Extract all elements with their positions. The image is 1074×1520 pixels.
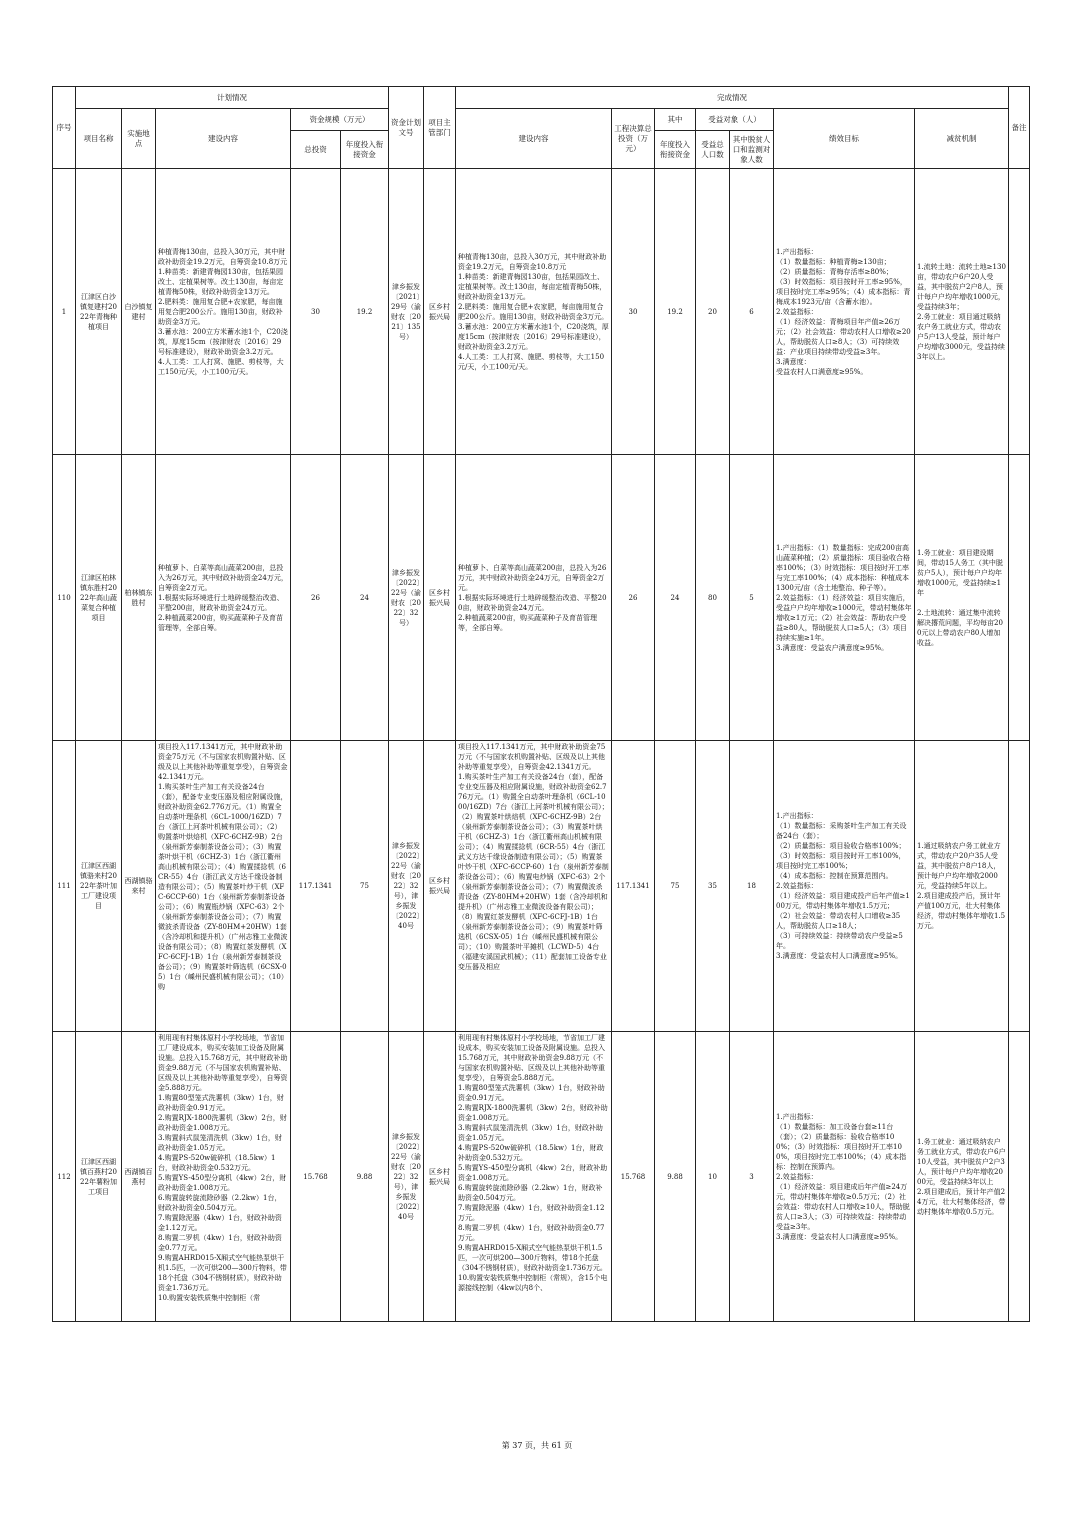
cell-text: 20 [708,307,717,316]
cell-dept [424,1032,456,1322]
cell-text: 项目投入117.1341万元，其中财政补助资金75万元（不与国家农机购置补贴、区级及以上其他补助等重复享受），自筹资金42.1341万元。 1.购买茶叶生产加工有关设备24台（套），配备专业变压器及相应附属设施，财政补助资金62.776万元。（1）购置全自动茶叶理条机（6CL-1000/16ZD）7台（浙江上河茶叶机械有限公司）；（2）购置茶叶烘焙机（XFC-6CHZ-9B）2台（泉州新芳泰制茶设备公司）；（3）购置茶叶烘干机（6CHZ-3）1台（浙江衢州高山机械有限公司）；（4）购置揉捻机（6CR-55）4台（浙江武义方达千缘设备制造有限公司）；（5）购置茶叶炒干机（XFC-6CCP-60）1台（泉州新芳泰制茶设备公司）；（6）购置瓶炒锅（XFC-63）2个（泉州新芳泰制茶设备公司）；（7）购置微波杀青设备（ZY-80HM+20HW）1套（含冷却机和提升机）（广州志雅工业微波设备有限公司）；（8）购置红茶发酵机（XFC-6CFJ-1B）1台（泉州新芳泰制茶设备公司）；（9）购置茶叶筛选机（6CSX-05）1台（嵊州民盛机械有限公司）；（10）购 [158,743,288,991]
cell-text: 117.1341 [298,882,333,890]
cell-done-content [456,455,612,741]
cell-plan-doc [389,169,424,455]
cell-seq [53,169,76,455]
cell-text: 80 [708,593,717,602]
cell-project-name [76,169,122,455]
cell-mechanism [915,1032,1009,1322]
cell-text: 1 [61,307,67,316]
table-row [53,169,1030,455]
cell-text: 江津区柏林镇东胜村2022年高山蔬菜复合种植项目 [80,573,117,622]
cell-done-content [456,741,612,1032]
cell-text: 津乡振发〔2022〕22号（渝财农〔2022〕32号），津乡振发〔2022〕40号 [391,1132,421,1221]
page-number: 第 37 页，共 61 页 [501,1441,573,1450]
cell-text: 1.务工就业：项目建设期间，带动15人务工（其中脱贫户5人），预计每户户均年增收1000元，受益持续≥1年 2.土地流转：通过集中流转解决撂荒问题，平均每亩200元以上带动农户80人增加收益。 [917,548,1003,647]
header-final-investment: 工程决算总投资（万元） [612,109,655,169]
header-done-annual-fund: 年度投入衔接资金 [655,131,696,169]
cell-ben-total [696,455,730,741]
cell-dept [424,169,456,455]
cell-text: 江津区西湖镇骆来村2022年茶叶加工厂建设项目 [80,862,117,910]
header-completion-group: 完成情况 [456,87,1009,109]
header-of-which: 其中 [655,109,696,131]
cell-text: 24 [670,593,680,602]
cell-text: 1.产出指标： （1）数量指标：种植青梅≥130亩； （2）质量指标：青梅存活率≥80%； （3）时效指标：项目按时开工率≥95%，项目按时完工率≥95%；（4）成本指标：青梅成本1923元/亩（含蓄水池）。 2.效益指标： （1）经济效益：青梅项目年产值≥26万元；（2）社会效益：带动农村人口增收≥20人，帮助脱贫人口≥8人；（3）可持续效益：产业项目持续带动受益≥3年。 3.满意度： 受益农村人口满意度≥95%。 [776,247,911,376]
cell-text: 5 [749,593,754,602]
cell-plan-doc [389,1032,424,1322]
cell-text: 26 [311,593,320,602]
cell-text: 种植青梅130亩，总投入30万元，其中财政补助资金19.2万元，自筹资金10.8万元 1.种苗类：新建青梅园130亩，包括果园改土、定植果树等。改土130亩，每亩定植青梅50株，财政补助资金13万元。 2.肥料类：施用复合肥+农家肥，每亩施用复合肥200公斤。施用130亩，财政补助资金3万元。 3.蓄水池：200立方米蓄水池1个，C20浇筑，厚度15cm（按津财农〔2016〕29号标准建设），财政补助资金3.2万元。 4.人工类：工人打窝、施肥、剪枝等，大工150元/天，小工100元/天。 [158,247,288,376]
header-dept: 项目主管部门 [424,87,456,169]
cell-text: 6 [749,307,754,316]
table-header [53,87,1030,169]
cell-location [122,741,156,1032]
cell-project-name [76,741,122,1032]
cell-text: 柏林镇东胜村 [124,588,153,607]
cell-remark [1009,455,1030,741]
header-content: 建设内容 [156,109,291,169]
header-location: 实施地点 [122,109,156,169]
cell-text: 9.88 [356,1172,373,1181]
cell-ben-poor [730,741,774,1032]
header-seq: 序号 [53,87,76,169]
header-done-content: 建设内容 [456,109,612,169]
cell-annual-fund [341,169,389,455]
cell-text: 9.88 [667,1172,683,1181]
header-project-name: 项目名称 [76,109,122,169]
cell-done-annual-fund [655,169,696,455]
cell-text: 1.务工就业：通过吸纳农户务工就业方式，带动农户6户10人受益，其中脱贫户2户3人，预计每户户均年增收2000元，受益持续3年以上 2.项目建成后，预计年产值24万元，壮大村集体经济，带动村集体年增收0.5万元。 [917,1137,1006,1216]
header-ben-total: 受益总人口数 [696,131,730,169]
cell-done-content [456,169,612,455]
cell-text: 117.1341 [616,882,650,890]
table-row [53,1032,1030,1322]
cell-total-investment [291,455,341,741]
project-table [52,86,1030,1322]
cell-dept [424,455,456,741]
cell-content [156,741,291,1032]
table-row [53,455,1030,741]
cell-project-name [76,455,122,741]
cell-text: 18 [747,882,756,890]
cell-text: 项目投入117.1341万元，其中财政补助资金75万元（不与国家农机购置补贴、区级及以上其他补助等重复享受），自筹资金42.1341万元。 1.购买茶叶生产加工有关设备24台（套），配备专业变压器及相应附属设施，财政补助资金62.776万元。（1）购置全自动茶叶理条机（6CL-1000/16ZD）7台（浙江上河茶叶机械有限公司）；（2）购置茶叶烘焙机（XFC-6CHZ-9B）2台（泉州新芳泰制茶设备公司）；（3）购置茶叶烘干机（6CHZ-3）1台（浙江衢州高山机械有限公司）；（4）购置揉捻机（6CR-55）4台（浙江武义方达千缘设备制造有限公司）；（5）购置茶叶炒干机（XFC-6CCP-60）1台（泉州新芳泰制茶设备公司）；（6）购置电炒锅（XFC-63）2个（泉州新芳泰制茶设备公司）；（7）购置微波杀青设备（ZY-80HM+20HW）1套（含冷却机和提升机）（广州志雅工业微波设备有限公司）；（8）购置红茶发酵机（XFC-6CFJ-1B）1台（泉州新芳泰制茶设备公司）；（9）购置茶叶筛选机（6CSX-05）1台（嵊州民盛机械有限公司）；（10）购置茶叶平摊机（LCWD-5）4台（福建安溪国武机械）；（11）配套加工设备专业变压器及相应 [458,743,609,971]
header-annual-fund: 年度投入衔接资金 [341,131,389,169]
cell-text: 30 [311,307,320,316]
table-body [53,169,1030,1322]
cell-annual-fund [341,1032,389,1322]
cell-performance [774,455,915,741]
cell-plan-doc [389,455,424,741]
cell-mechanism [915,741,1009,1032]
cell-seq [53,741,76,1032]
cell-mechanism [915,169,1009,455]
cell-done-annual-fund [655,455,696,741]
cell-text: 种植青梅130亩，总投入30万元，其中财政补助资金19.2万元，自筹资金10.8万元 1.种苗类：新建青梅园130亩，包括果园改土、定植果树等。改土130亩，每亩定植青梅50株，财政补助资金13万元。 2.肥料类：施用复合肥+农家肥，每亩施用复合肥200公斤。施用130亩，财政补助资金3万元。 3.蓄水池：200立方米蓄水池1个，C20浇筑，厚度15cm（按津财农〔2016〕29号标准建设），财政补助资金3.2万元。 4.人工类：工人打窝、施肥、剪枝等，大工150元/天，小工100元/天。 [458,252,609,371]
cell-annual-fund [341,741,389,1032]
cell-text: 西湖镇百燕村 [124,1167,153,1186]
cell-remark [1009,169,1030,455]
cell-done-annual-fund [655,1032,696,1322]
cell-seq [53,455,76,741]
cell-text: 津乡振发〔2022〕22号（渝财农〔2022〕32号），津乡振发〔2022〕40号 [391,842,421,930]
cell-done-annual-fund [655,741,696,1032]
cell-text: 1.产出指标：（1）数量指标：完成200亩高山蔬菜种植；（2）质量指标：项目验收合格率100%；（3）时效指标：项目按时开工率与完工率100%；（4）成本指标：种植成本1300元/亩（含土地整治、种子等）。 2.效益指标：（1）经济效益：项目实施后，受益户户均年增收≥1000元，带动村集体年增收≥1万元；（2）社会效益：帮助农户受益≥80人，帮助脱贫人口≥5人；（3）项目持续实施≥1年。 3.满意度：受益农户满意度≥95%。 [776,543,912,652]
cell-text: 3 [749,1172,754,1181]
cell-total-investment [291,1032,341,1322]
cell-text: 江津区西湖镇百燕村2022年薯粉加工项目 [80,1157,117,1196]
cell-project-name [76,1032,122,1322]
cell-performance [774,169,915,455]
cell-location [122,455,156,741]
header-ben-poor: 其中脱贫人口和监测对象人数 [730,131,774,169]
cell-text: 种植萝卜、白菜等高山蔬菜200亩，总投入为26万元，其中财政补助资金24万元，自筹资金2万元。 1.根据实际环境进行土地碎缓整治改造、平整200亩，财政补助资金24万元。 2.种植蔬菜200亩，购买蔬菜种子及育苗管理等，全部自筹。 [158,563,288,632]
cell-text: 津乡振发〔2021〕29号（渝财农〔2021〕135号） [391,282,421,341]
cell-text: 19.2 [356,307,373,316]
cell-performance [774,1032,915,1322]
cell-location [122,1032,156,1322]
cell-done-content [456,1032,612,1322]
cell-remark [1009,741,1030,1032]
cell-total-investment [291,741,341,1032]
cell-text: 区乡村振兴局 [429,588,450,607]
cell-text: 1.产出指标： （1）数量指标：加工设备台套≥11台（套）；（2）质量指标：验收合格率100%；（3）时效指标：项目按时开工率100%，项目按时完工率100%；（4）成本指标：控制在预算内。 2.效益指标： （1）经济效益：项目建成后年产值≥24万元，带动村集体年增收≥0.5万元；（2）社会效益：带动农村人口增收≥10人，帮助脱贫人口≥3人；（3）可持续效益：持续带动受益≥3年。 3.满意度：受益农村人口满意度≥95%。 [776,1112,910,1241]
cell-text: 区乡村振兴局 [429,877,450,895]
cell-text: 区乡村振兴局 [429,302,450,321]
cell-text: 24 [360,593,369,602]
cell-text: 26 [628,593,638,602]
cell-ben-total [696,169,730,455]
cell-text: 种植萝卜、白菜等高山蔬菜200亩，总投入为26万元，其中财政补助资金24万元，自筹资金2万元。 1.根据实际环境进行土地碎缓整治改造、平整200亩，财政补助资金24万元。 2.种植蔬菜200亩，购买蔬菜种子及育苗管理等，全部自筹。 [458,563,607,632]
header-mechanism: 减贫机制 [915,109,1009,169]
cell-text: 津乡振发〔2022〕22号（渝财农〔2022〕32号） [391,568,421,627]
cell-text: 19.2 [667,307,683,316]
cell-text: 1.流转土地：流转土地≥130亩，带动农户6户20人受益，其中脱贫户2户8人，预计每户户均年增收1000元，受益持续3年； 2.务工就业：项目通过吸纳农户务工就业方式，带动农户5户13人受益，预计每户户均增收3000元，受益持续3年以上。 [917,262,1006,361]
cell-text: 白沙镇复建村 [124,302,153,321]
header-plan-group: 计划情况 [76,87,389,109]
cell-dept [424,741,456,1032]
cell-final-investment [612,741,655,1032]
cell-text: 区乡村振兴局 [429,1167,450,1186]
cell-text: 利用现有村集体原村小学校场地，节省加工厂建设成本，购买安装加工设备及附属设施。总投入15.768万元，其中财政补助资金9.88万元（不与国家农机购置补贴、区级及以上其他补助等重复享受），自筹资金5.888万元。 1.购置80型笼式洗薯机（3kw）1台，财政补助资金0.91万元。 2.购置RJX-1800洗薯机（3kw）2台，财政补助资金1.008万元。 3.购置斜式鼠笼清洗机（3kw）1台，财政补助资金1.05万元。 4.购置PS-520w破碎机（18.5kw）1台，财政补助资金0.532万元。 5.购置YS-450型分离机（4kw）2台，财政补助资金1.008万元。 6.购置旋转旋流除砂器（2.2kw）1台，财政补助资金0.504万元。 7.购置除泥器（4kw）1台，财政补助资金1.12万元。 8.购置二罗机（4kw）1台，财政补助资金0.77万元。 9.购置AHRD015-X厢式空气能热泵烘干机1.5匹，一次可烘200—300斤物料，带18个托盘（304不锈钢材质），财政补助资金1.736万元。 10.购置安装铁质集中控制柜（常规），含15个电源接线控制（4kw以内8个、 [458,1034,608,1292]
cell-ben-poor [730,455,774,741]
cell-ben-total [696,1032,730,1322]
cell-text: 10 [708,1172,717,1181]
cell-text: 35 [708,882,717,890]
header-total-investment: 总投资 [291,131,341,169]
cell-ben-poor [730,1032,774,1322]
cell-content [156,455,291,741]
cell-text: 西湖镇骆来村 [124,877,153,895]
cell-final-investment [612,169,655,455]
cell-final-investment [612,455,655,741]
header-beneficiaries: 受益对象（人） [696,109,774,131]
cell-text: 15.768 [303,1172,328,1181]
cell-text: 15.768 [620,1172,646,1181]
cell-mechanism [915,455,1009,741]
table-row [53,741,1030,1032]
cell-ben-poor [730,169,774,455]
cell-seq [53,1032,76,1322]
header-plan-doc: 资金计划文号 [389,87,424,169]
header-fund-scale: 资金规模（万元） [291,109,389,131]
cell-performance [774,741,915,1032]
cell-ben-total [696,741,730,1032]
cell-total-investment [291,169,341,455]
cell-text: 1.通过吸纳农户务工就业方式，带动农户20户35人受益，其中脱贫户8户18人，预计每户户均年增收2000元，受益持续5年以上。 2.项目建成投产后，预计年产值100万元，壮大村集体经济，带动村集体年增收1.5万元。 [917,842,1006,930]
header-remark: 备注 [1009,87,1030,169]
cell-text: 30 [628,307,638,316]
cell-plan-doc [389,741,424,1032]
cell-text: 75 [670,882,680,890]
header-performance: 绩效目标 [774,109,915,169]
cell-final-investment [612,1032,655,1322]
cell-text: 利用现有村集体原村小学校场地，节省加工厂建设成本，购买安装加工设备及附属设施。总投入15.768万元，其中财政补助资金9.88万元（不与国家农机购置补贴、区级及以上其他补助等重复享受），自筹资金5.888万元。 1.购置80型笼式洗薯机（3kw）1台，财政补助资金0.91万元。 2.购置RJX-1800洗薯机（3kw）2台，财政补助资金1.008万元。 3.购置斜式鼠笼清洗机（3kw）1台，财政补助资金1.05万元。 4.购置PS-520w破碎机（18.5kw）1台，财政补助资金0.532万元。 5.购置YS-450型分离机（4kw）2台，财政补助资金1.008万元。 6.购置旋转旋流除砂器（2.2kw）1台，财政补助资金0.504万元。 7.购置除泥器（4kw）1台，财政补助资金1.12万元。 8.购置二罗机（4kw）1台，财政补助资金0.77万元。 9.购置AHRD015-X厢式空气能热泵烘干机1.5匹，一次可烘200—300斤物料，带18个托盘（304不锈钢材质），财政补助资金1.736万元。 10.购置安装铁质集中控制柜（常 [158,1034,288,1302]
cell-text: 75 [360,882,369,890]
cell-annual-fund [341,455,389,741]
cell-content [156,1032,291,1322]
cell-text: 110 [57,593,71,602]
cell-content [156,169,291,455]
cell-text: 112 [57,1172,71,1181]
cell-location [122,169,156,455]
cell-text: 江津区白沙镇复建村2022年青梅种植项目 [80,292,117,331]
cell-text: 111 [57,882,71,890]
cell-text: 1.产出指标： （1）数量指标：采购茶叶生产加工有关设备24台（套）； （2）质量指标：项目验收合格率100%； （3）时效指标：项目按时开工率100%，项目按时完工率100%； （4）成本指标：控制在预算范围内。 2.效益指标： （1）经济效益：项目建成投产后年产值≥100万元，带动村集体年增收1.5万元； （2）社会效益：带动农村人口增收≥35人，帮助脱贫人口≥18人； （3）可持续效益：持续带动农户受益≥5年。 3.满意度：受益农村人口满意度≥95%。 [776,812,910,960]
cell-remark [1009,1032,1030,1322]
